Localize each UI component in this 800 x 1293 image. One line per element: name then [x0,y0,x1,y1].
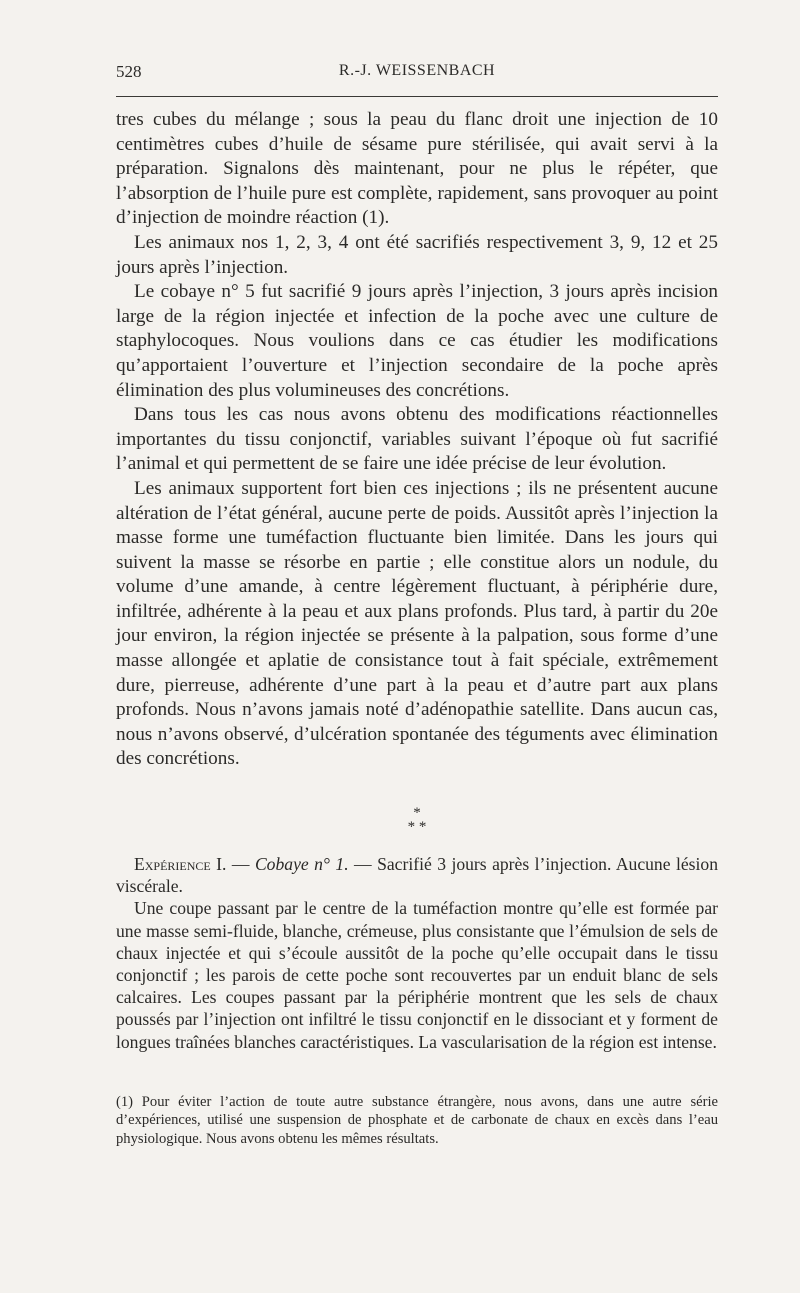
paragraph-4: Dans tous les cas nous avons obtenu des modifications réactionnelles importantes du tissu conjonctif, variables suivant l’époque où fut sacrifié l’animal et qui permettent de se faire une idée précise de leur évolution. [116,404,718,475]
experience-heading [116,853,718,897]
experience-label: Expérience I. [134,854,227,874]
experience-section [116,853,718,1053]
section-separator [116,806,718,834]
experience-subject: Cobaye n° 1. [254,854,349,874]
paragraph-1: tres cubes du mélange ; sous la peau du flanc droit une injection de 10 centimètres cubes d’huile de sésame pure stérilisée, qui avait servi à la préparation. Signalons dès maintenant, pour ne plus le répéter, que l’absorption de l’huile pure est complète, rapidement, sans provoquer au point d’injection de moindre réaction (1). [116,109,718,229]
header-rule [116,96,718,97]
experience-summary: — Sacrifié 3 jours après l’injection. Aucune lésion viscérale. [116,854,718,897]
running-head: R.-J. WEISSENBACH [338,62,496,79]
separator-line-2: * * [407,819,427,835]
paragraph-2: Les animaux nos 1, 2, 3, 4 ont été sacrifiés respectivement 3, 9, 12 et 25 jours après l’injection. [116,231,718,278]
paragraph-3: Le cobaye n° 5 fut sacrifié 9 jours après l’injection, 3 jours après incision large de la région injectée et infection de la poche avec une culture de staphylocoques. Nous voulions dans ce cas étudier les modifications qu’apportaient l’ouverture et l’injection secondaire de la poche après élimination des plus volumineuses des concrétions. [116,281,718,401]
footnote: (1) Pour éviter l’action de toute autre substance étrangère, nous avons, dans une autre série d’expériences, utilisé une suspension de phosphate et de carbonate de chaux en excès dans l’eau physiologique. Nous avons obtenu les mêmes résultats. [116,1094,718,1147]
experience-dash: — [226,854,255,874]
experience-paragraph: Une coupe passant par le centre de la tuméfaction montre qu’elle est formée par une masse semi-fluide, blanche, crémeuse, plus consistante que l’émulsion de sels de chaux injectée et qui s’écoule aussitôt de la poche qu’elle occupait dans le tissu conjonctif ; les parois de cette poche sont recouvertes par un enduit blanc de sels calcaires. Les coupes passant par la périphérie montrent que les sels de chaux poussés par l’injection ont infiltré le tissu conjonctif en le dissociant et y forment de longues traînées blanches caractéristiques. La vascularisation de la région est intense. [116,898,718,1052]
page-number: 528 [116,62,142,81]
page-header [116,58,718,88]
paragraph-5: Les animaux supportent fort bien ces injections ; ils ne présentent aucune altération de l’état général, aucune perte de poids. Aussitôt après l’injection la masse forme une tuméfaction fluctuante bien limitée. Dans les jours qui suivent la masse se résorbe en partie ; elle constitue alors un nodule, du volume d’une amande, à centre légèrement fluctuant, à périphérie dure, infiltrée, adhérente à la peau et aux plans profonds. Plus tard, à partir du 20e jour environ, la région injectée se présente à la palpation, sous forme d’une masse allongée et aplatie de consistance tout à fait spéciale, extrêmement dure, pierreuse, adhérente d’une part à la peau et d’autre part aux plans profonds. Nous n’avons jamais noté d’adénopathie satellite. Dans aucun cas, nous n’avons observé, d’ulcération spontanée des téguments avec élimination des concrétions. [116,477,718,770]
main-text [116,108,718,772]
separator-line-1: * [413,805,421,821]
